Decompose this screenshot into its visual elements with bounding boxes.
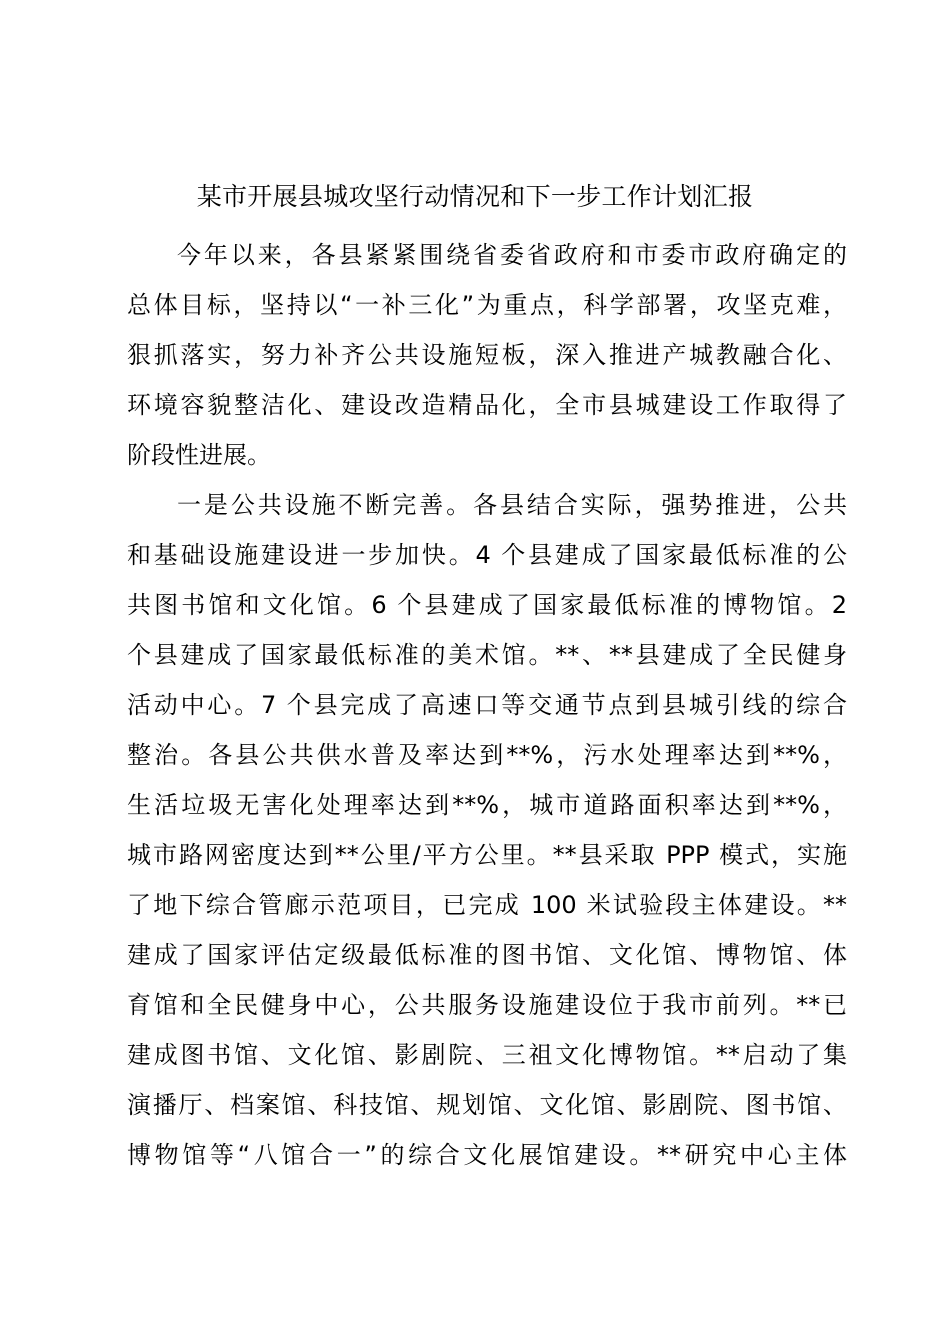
text-line: 活动中心。7 个县完成了高速口等交通节点到县城引线的综合 — [127, 691, 847, 719]
paragraph-public-facilities — [127, 480, 847, 1180]
text-line: 一是公共设施不断完善。各县结合实际，强势推进，公共 — [177, 491, 847, 519]
text-line: 和基础设施建设进一步加快。4 个县建成了国家最低标准的公 — [127, 541, 847, 569]
text-line: 共图书馆和文化馆。6 个县建成了国家最低标准的博物馆。2 — [127, 591, 847, 619]
text-line: 建成图书馆、文化馆、影剧院、三祖文化博物馆。**启动了集 — [127, 1041, 847, 1069]
text-line: 育馆和全民健身中心，公共服务设施建设位于我市前列。**已 — [127, 991, 847, 1019]
text-line: 总体目标，坚持以“一补三化”为重点，科学部署，攻坚克难， — [127, 291, 847, 319]
text-line: 建成了国家评估定级最低标准的图书馆、文化馆、博物馆、体 — [127, 941, 847, 969]
text-line: 城市路网密度达到**公里/平方公里。**县采取 PPP 模式，实施 — [127, 841, 847, 869]
text-line: 个县建成了国家最低标准的美术馆。**、**县建成了全民健身 — [127, 641, 847, 669]
text-line: 狠抓落实，努力补齐公共设施短板，深入推进产城教融合化、 — [127, 341, 847, 369]
text-line: 环境容貌整洁化、建设改造精品化，全市县城建设工作取得了 — [127, 391, 847, 419]
document-title: 某市开展县城攻坚行动情况和下一步工作计划汇报 — [196, 182, 754, 211]
text-line: 了地下综合管廊示范项目，已完成 100 米试验段主体建设。** — [127, 891, 847, 919]
text-line: 阶段性进展。 — [127, 441, 271, 469]
text-line: 整治。各县公共供水普及率达到**%，污水处理率达到**%， — [127, 741, 847, 769]
text-line: 生活垃圾无害化处理率达到**%，城市道路面积率达到**%， — [127, 791, 847, 819]
text-line: 演播厅、档案馆、科技馆、规划馆、文化馆、影剧院、图书馆、 — [127, 1091, 847, 1119]
text-line: 博物馆等“八馆合一”的综合文化展馆建设。**研究中心主体 — [127, 1141, 847, 1169]
paragraph-intro — [127, 230, 847, 480]
text-line: 今年以来，各县紧紧围绕省委省政府和市委市政府确定的 — [177, 241, 847, 269]
